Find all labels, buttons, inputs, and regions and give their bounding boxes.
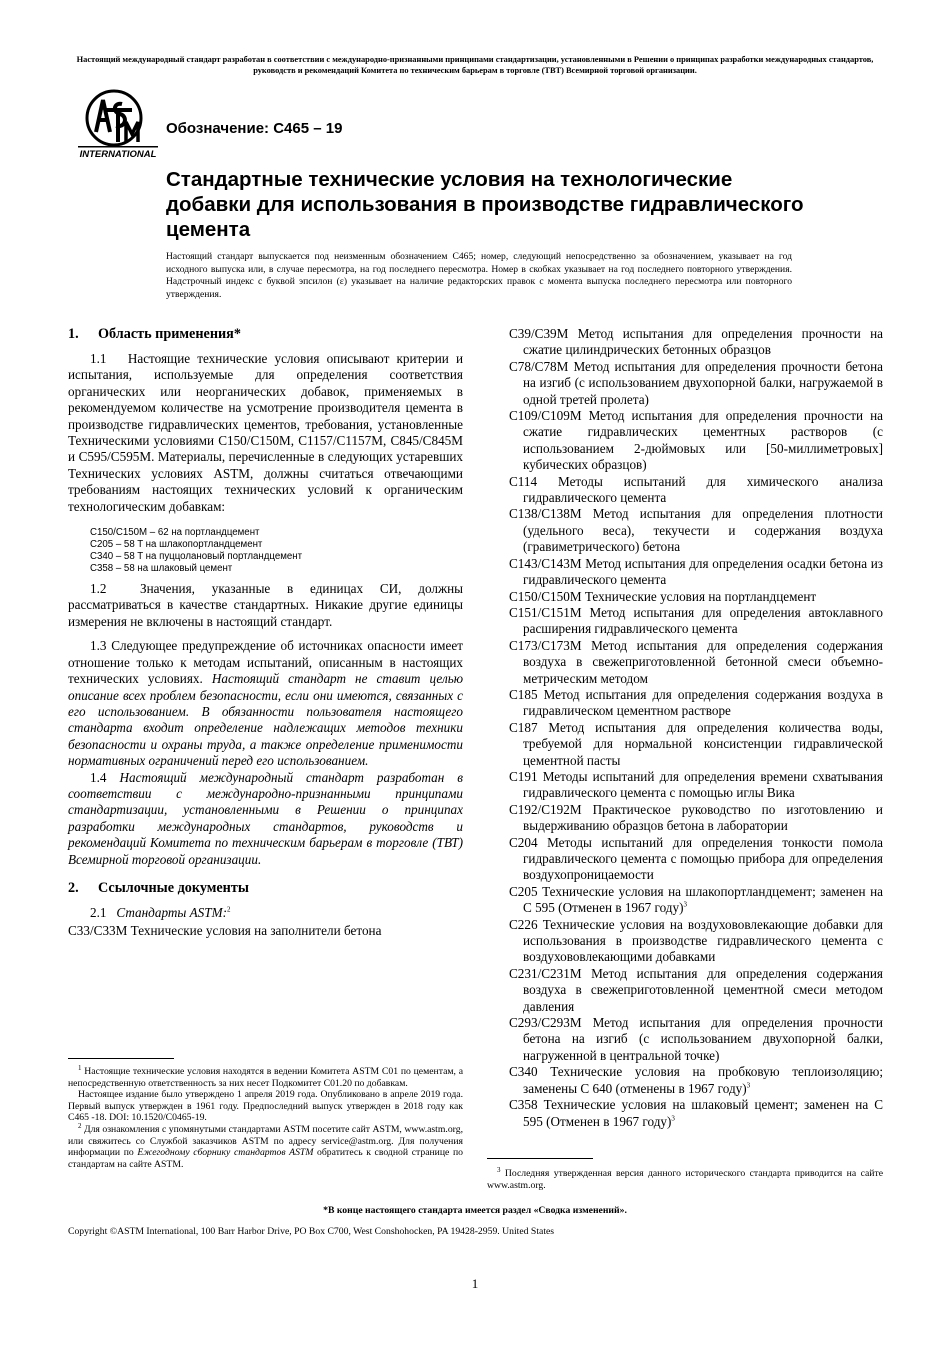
paragraph-2-1-number: 2.1 (90, 904, 107, 920)
paragraph-1-4 (68, 770, 463, 868)
paragraph-1-2 (68, 581, 463, 630)
list-item: C150/C150M – 62 на портландцемент (90, 527, 260, 539)
footnote-2: $^2$ Для ознакомления с упомянутыми стандартами ASTM посетите сайт ASTM, www.astm.org, или свяжитесь со Службой заказчиков ASTM по адресу service@astm.org. Для получения информации по Ежегодному сборнику стандартов ASTM обратитесь к сводной странице по стандартам на сайте ASTM. (68, 1121, 463, 1170)
paragraph-1-4-number: 1.4 (90, 769, 107, 785)
reference-item: C231/C231M Метод испытания для определения содержания воздуха в свежеприготовленной цементной смеси методом давления (509, 965, 883, 1014)
paragraph-1-1 (68, 351, 463, 515)
reference-item: C185 Метод испытания для определения содержания воздуха в гидравлическом цементном растворе (509, 686, 883, 719)
paragraph-1-3-number: 1.3 (90, 638, 107, 654)
reference-item: C340 Технические условия на пробковую теплоизоляцию; заменены C 640 (отменены в 1967 году)$^3$ (509, 1064, 883, 1096)
document-title: Стандартные технические условия на технологические добавки для использования в производстве гидравлического цемента (166, 168, 804, 241)
reference-item: C205 Технические условия на шлакопортландцемент; заменен на C 595 (Отменен в 1967 году)$^3$ (509, 883, 883, 916)
top-note: Настоящий международный стандарт разработан в соответствии с международно-признанными принципами стандартизации, установленными в Решении о принципах разработки международных стандартов, руководств и рекомендаций Комитета по техническим барьерам в торговле (ТВТ) Всемирной торговой организации. (76, 55, 874, 75)
section-2-heading (68, 880, 463, 897)
section-1-number: 1. (68, 326, 79, 342)
section-2-title: Ссылочные документы (98, 879, 249, 896)
paragraph-2-1-label: Стандарты ASTM: (116, 904, 227, 920)
reference-item: C109/C109M Метод испытания для определения прочности на сжатие гидравлических цементных растворов (с использованием 2-дюймовых или [50-миллиметровых] кубических образцов) (509, 408, 883, 473)
references-list (509, 326, 883, 1130)
reference-item: C143/C143M Метод испытания для определения осадки бетона из гидравлического цемента (509, 555, 883, 588)
reference-item: C39/C39M Метод испытания для определения прочности на сжатие цилиндрических бетонных образцов (509, 326, 883, 358)
reference-item: C226 Технические условия на воздухововлекающие добавки для использования в производстве гидравлического цемента с воздухововлекающими добавками (509, 916, 883, 965)
reference-item: C191 Методы испытаний для определения времени схватывания гидравлического цемента с помощью иглы Вика (509, 768, 883, 801)
reference-item: C293/C293M Метод испытания для определения прочности бетона на изгиб (с использованием двухопорной балки, нагруженной в центральной точке) (509, 1015, 883, 1063)
paragraph-1-2-text: Значения, указанные в единицах СИ, должны рассматриваться в качестве стандартных. Никакие другие единицы измерения не включены в настоящий стандарт. (68, 581, 463, 629)
paragraph-1-3-text: Следующее предупреждение об источниках опасности имеет отношение только к методам испытаний, описанным в настоящих технических условиях. (68, 638, 463, 687)
reference-item: C192/C192M Практическое руководство по изготовлению и выдерживанию образцов бетона в лаборатории (509, 801, 883, 834)
reference-item: C358 Технические условия на шлаковый цемент; заменен на C 595 (Отменен в 1967 году)$^3$ (509, 1097, 883, 1129)
paragraph-1-3-italic: Настоящий стандарт не ставит целью описание всех проблем безопасности, если они имеются, связанных с его использованием. В обязанности пользователя настоящего стандарта входит определение надлежащих методов техники безопасности и охраны труда, а также определение применимости нормативных ограничений перед его использованием. (68, 671, 464, 769)
footnote-1-edition: Настоящее издание было утверждено 1 апреля 2019 года. Опубликовано в апреле 2019 года. Первый выпуск утвержден в 1961 году. Предпоследний выпуск утвержден в 2018 году как C465 -18. DOI: 10.1520/C0465-19. (68, 1089, 463, 1124)
footnote-ref-3[interactable]: 3 (683, 900, 687, 909)
footnote-ref-2[interactable]: 2 (226, 905, 231, 914)
section-1-heading (68, 326, 463, 343)
footnote-ref-3[interactable]: 3 (671, 1114, 675, 1123)
footnote-3: $^3$ Последняя утвержденная версия данного исторического стандарта приводится на сайте www.astm.org. (487, 1165, 884, 1191)
page-number: 1 (471, 1276, 479, 1291)
left-column (68, 326, 463, 940)
paragraph-1-4-italic: Настоящий международный стандарт разработан в соответствии с международно-признанными принципами стандартизации, установленными в Решении о принципах разработки международных стандартов, руководств и рекомендаций Комитета по техническим барьерам в торговле (ТВТ) Всемирной торговой организации. (68, 769, 463, 867)
paragraph-1-3 (68, 638, 463, 769)
footnote-rule-left (68, 1058, 174, 1059)
paragraph-1-1-number: 1.1 (90, 351, 107, 366)
list-item: C340 – 58 T на пуццолановый портландцемент (90, 551, 303, 563)
footnote-1: $^1$ Настоящие технические условия находятся в ведении Комитета ASTM C01 по цементам, а непосредственную ответственность за них несет Подкомитет C01.20 по добавкам. (68, 1063, 463, 1089)
issuance-note: Настоящий стандарт выпускается под неизменным обозначением C465; номер, следующий непосредственно за обозначением, указывает на год исходного выпуска или, в случае пересмотра, на год последнего пересмотра. Номер в скобках указывает на год последнего повторного утверждения. Надстрочный индекс с буквой эпсилон (ε) указывает на наличие редакторских правок с момента выпуска последнего пересмотра или повторного утверждения. (166, 251, 792, 300)
summary-of-changes-note: *В конце настоящего стандарта имеется раздел «Сводка изменений». (323, 1205, 627, 1216)
reference-item: C151/C151M Метод испытания для определения автоклавного расширения гидравлического цемента (509, 604, 883, 637)
reference-item: C204 Методы испытаний для определения тонкости помола гидравлического цемента с помощью прибора для определения воздухопроницаемости (509, 834, 883, 883)
list-item: C358 – 58 на шлаковый цемент (90, 563, 233, 575)
designation: Обозначение: C465 – 19 (166, 120, 343, 137)
reference-item: C150/C150M Технические условия на портландцемент (509, 588, 817, 604)
reference-item: C114 Методы испытаний для химического анализа гидравлического цемента (509, 473, 883, 506)
copyright-line: Copyright ©ASTM International, 100 Barr Harbor Drive, PO Box C700, West Conshohocken, PA 19428-2959. United States (68, 1226, 555, 1237)
paragraph-1-1-text: Настоящие технические условия описывают критерии и испытания, используемые для определения соответствия органических или неорганических добавок, применяемых в рекомендуемом количестве на усмотрение производителя цемента в производстве гидравлических цементов, требования, установленные Техническими условиями C150/C150M, C1157/C1157M, C845/C845M и C595/C595M. Материалы, перечисленные в следующих устаревших Технических условиях ASTM, должны считаться отвечающими требованиям настоящих технических условий к органическим технологическим добавкам: (68, 351, 464, 514)
section-2-number: 2. (68, 879, 79, 896)
footnote-ref-3[interactable]: 3 (746, 1081, 751, 1090)
footnote-rule-right (487, 1158, 593, 1159)
reference-item: C187 Метод испытания для определения количества воды, требуемой для нормальной консистенции гидравлической цементной пасты (509, 719, 883, 768)
list-item: C205 – 58 T на шлакопортландцемент (90, 539, 263, 551)
reference-item: C78/C78M Метод испытания для определения прочности бетона на изгиб (с использованием двухопорной балки, нагружаемой в одной третей пролета) (509, 358, 883, 407)
reference-item: C173/C173M Метод испытания для определения содержания воздуха в свежеприготовленной бетонной смеси объемно-метрическим методом (509, 637, 883, 686)
reference-c33: C33/C33M Технические условия на заполнители бетона (68, 923, 382, 939)
astm-logo (76, 86, 160, 160)
logo-text: INTERNATIONAL (79, 149, 157, 160)
paragraph-2-1 (68, 905, 463, 921)
reference-item: C138/C138M Метод испытания для определения плотности (удельного веса), текучести и содержания воздуха (гравиметрического) бетона (509, 506, 883, 555)
section-1-title: Область применения* (98, 326, 241, 342)
footnotes-left (68, 1063, 463, 1170)
obsolete-spec-list (90, 527, 463, 575)
astm-logo-icon (76, 86, 160, 160)
paragraph-1-2-number: 1.2 (90, 581, 107, 597)
